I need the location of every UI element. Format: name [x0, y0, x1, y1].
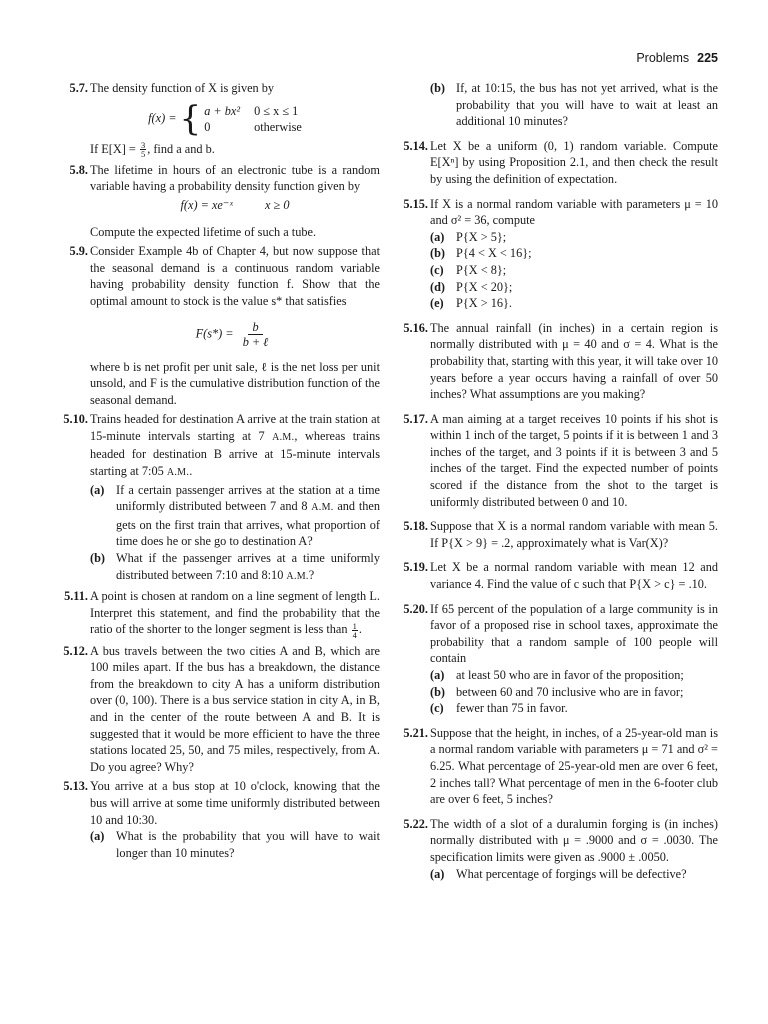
part-d	[430, 279, 718, 296]
left-brace: {	[179, 98, 202, 139]
part-text: between 60 and 70 inclusive who are in favor;	[456, 684, 684, 699]
problem-text: Let X be a normal random variable with mean 12 and variance 4. Find the value of c such that P{X > c} = .10.	[430, 560, 718, 592]
problem-number: 5.12.	[63, 643, 88, 658]
part-label: (e)	[430, 296, 444, 311]
part-text: What percentage of forgings will be defective?	[456, 866, 687, 881]
part-label: (b)	[430, 246, 446, 261]
optimal-stock-equation	[90, 320, 380, 349]
problem-text: Let X be a uniform (0, 1) random variable. Compute E[Xⁿ] by using Proposition 2.1, and then check the result by using the definition of expectation.	[430, 138, 718, 186]
problem-text: The lifetime in hours of an electronic tube is a random variable having a probability density function given by	[90, 162, 380, 194]
problem-number: 5.8.	[69, 162, 88, 177]
problem-5-21	[392, 725, 718, 808]
part-label: (d)	[430, 279, 446, 294]
part-b	[90, 550, 380, 585]
problem-number: 5.7.	[69, 81, 88, 95]
part-text: P{4 < X < 16};	[456, 246, 532, 261]
problem-number: 5.9.	[69, 244, 88, 259]
problem-text-continued: Compute the expected lifetime of such a tube.	[90, 224, 317, 239]
problem-text: Consider Example 4b of Chapter 4, but now suppose that the seasonal demand is a continuous random variable having probability density function f. Show that the optimal amount to stock is the value s* that satisfies	[90, 244, 380, 308]
problem-5-15	[392, 196, 718, 312]
equation-condition: x ≥ 0	[265, 197, 290, 212]
problem-5-22	[392, 816, 718, 882]
part-c	[430, 700, 718, 717]
time-suffix: A.M.	[286, 570, 309, 582]
problem-5-7	[52, 80, 380, 159]
part-a	[430, 229, 718, 246]
problem-number: 5.20.	[403, 601, 428, 616]
problem-number: 5.19.	[403, 560, 428, 575]
problem-text: The density function of X is given by	[90, 81, 275, 95]
part-label: (a)	[430, 668, 445, 682]
density-equation	[70, 98, 380, 139]
part-label: (c)	[430, 701, 444, 716]
piecewise-cases	[204, 103, 302, 135]
problem-5-13	[52, 778, 380, 861]
part-b	[430, 245, 718, 262]
part-text: at least 50 who are in favor of the proposition;	[456, 668, 684, 682]
case-1-expression: a + bx²	[204, 103, 241, 118]
problem-5-19	[392, 559, 718, 592]
problem-number: 5.22.	[403, 816, 428, 831]
part-label: (a)	[90, 829, 105, 844]
problem-text: If X is a normal random variable with parameters μ = 10 and σ² = 36, compute	[430, 196, 718, 228]
case-2-expression: 0	[204, 119, 211, 134]
part-label: (b)	[90, 551, 106, 566]
part-end: ?	[308, 567, 315, 582]
part-label: (a)	[90, 482, 105, 497]
part-text: P{X > 16}.	[456, 296, 512, 311]
problem-text: The annual rainfall (in inches) in a certain region is normally distributed with μ = 40 and σ = 4. What is the probability that, starting with this year, it will take over 10 years before a year occurs having a rainfall of over 50 inches? What assumptions are you making?	[430, 320, 718, 402]
page-header	[0, 50, 718, 67]
part-b	[430, 80, 718, 130]
problem-5-11	[52, 588, 380, 639]
condition-text: If E[X] =	[90, 141, 136, 156]
part-text: What is the probability that you will have to wait longer than 10 minutes?	[116, 829, 380, 860]
problem-text-continued: where b is net profit per unit sale, ℓ is the net loss per unit unsold, and F is the cumulative distribution function of the seasonal demand.	[90, 359, 380, 407]
time-suffix: A.M.	[311, 502, 334, 514]
part-label: (a)	[430, 229, 445, 244]
section-title: Problems	[636, 51, 690, 65]
time-suffix: A.M.	[166, 467, 190, 479]
condition-text-end: , find a and b.	[147, 141, 215, 156]
problem-text: Trains headed for destination A arrive at the train station at 15-minute intervals starting at 7	[90, 412, 380, 443]
equation-expression: f(x) = xe⁻ˣ	[180, 197, 233, 212]
problem-text: You arrive at a bus stop at 10 o'clock, knowing that the bus will arrive at some time uniformly distributed between 10 and 10:30.	[90, 779, 380, 827]
problem-number: 5.18.	[403, 519, 428, 534]
problem-text: A bus travels between the two cities A and B, which are 100 miles apart. If the bus has a breakdown, the distance from the breakdown to city A has a uniform distribution over (0, 100). There is a bus service station in city A, in B, and in the center of the route between A and B. It is suggested that it would be more efficient to have the three stations located 25, 50, and 75 miles, respectively, from A. Do you agree? Why?	[90, 643, 380, 774]
part-text: P{X > 5};	[456, 229, 507, 244]
period: .	[189, 464, 193, 479]
problem-number: 5.16.	[403, 320, 428, 335]
part-b	[430, 684, 718, 701]
problem-text: The width of a slot of a duralumin forging is (in inches) normally distributed with μ = .9000 and σ = .0030. The specification limits were given as .9000 ± .0050.	[430, 816, 718, 864]
problem-5-17	[392, 411, 718, 511]
part-text: P{X < 8};	[456, 262, 507, 277]
lifetime-equation	[90, 197, 380, 214]
problem-text: Suppose that X is a normal random variable with mean 5. If P{X > 9} = .2, approximately what is Var(X)?	[430, 519, 718, 550]
part-text: fewer than 75 in favor.	[456, 701, 568, 716]
fraction: $\frac{3}{5}$	[140, 139, 146, 160]
part-text: P{X < 20};	[456, 279, 513, 294]
part-a	[430, 667, 718, 684]
problem-number: 5.13.	[63, 779, 88, 794]
part-text: If, at 10:15, the bus has not yet arrived, what is the probability that you will have to wait at least an additional 10 minutes?	[456, 81, 718, 129]
problem-condition	[90, 141, 380, 159]
problem-text: If 65 percent of the population of a large community is in favor of a proposed rise in school taxes, approximate the probability that a random sample of 100 people will contain	[430, 601, 718, 666]
problem-5-8	[52, 162, 380, 240]
problem-number: 5.11.	[64, 589, 88, 604]
part-text-2: and then gets on the first train that arrives, what proportion of time does he or she go to destination A?	[116, 499, 380, 549]
period: .	[358, 622, 362, 637]
problem-5-10	[52, 411, 380, 585]
part-label: (b)	[430, 81, 446, 95]
right-column	[392, 80, 718, 885]
problem-text: A man aiming at a target receives 10 points if his shot is within 1 inch of the target, 5 points if it is between 1 and 3 inches of the target, and 3 points if it is between 3 and 5 inches of the target. Find the expected number of points scored if the distance from the shot to the target is uniformly distributed between 0 and 10.	[430, 411, 718, 509]
part-label: (c)	[430, 262, 444, 277]
problem-5-16	[392, 320, 718, 403]
left-column	[52, 80, 380, 864]
problem-number: 5.21.	[403, 725, 428, 740]
part-label: (b)	[430, 684, 446, 699]
part-a	[90, 828, 380, 861]
problem-5-13-continued	[392, 80, 718, 130]
part-text: If a certain passenger arrives at the station at a time uniformly distributed between 7 and 8	[116, 482, 380, 514]
case-1-condition: 0 ≤ x ≤ 1	[254, 103, 299, 118]
fraction: $\frac{b}{\text{b + ℓ}}$	[242, 319, 269, 349]
fraction: $\frac{1}{4}$	[352, 620, 357, 641]
problem-number: 5.10.	[63, 412, 88, 427]
equation-lhs: F(s*) =	[195, 325, 234, 340]
part-label: (a)	[430, 866, 445, 881]
problem-text: A point is chosen at random on a line segment of length L. Interpret this statement, and find the probability that the ratio of the shorter to the longer segment is less than	[90, 589, 380, 637]
problem-5-9	[52, 243, 380, 408]
part-c	[430, 262, 718, 279]
part-text: What if the passenger arrives at a time uniformly distributed between 7:10 and 8:10	[116, 551, 380, 582]
problem-number: 5.15.	[403, 196, 428, 211]
problem-5-18	[392, 518, 718, 551]
part-a	[90, 482, 380, 550]
problem-text: Suppose that the height, in inches, of a 25-year-old man is a normal random variable with parameters μ = 71 and σ² = 6.25. What percentage of 25-year-old men are over 6 feet, 2 inches tall? What percentage of men in the 6-footer club are over 6 feet, 5 inches?	[430, 725, 718, 807]
page-number: 225	[697, 51, 718, 65]
problem-5-12	[52, 643, 380, 776]
problem-number: 5.14.	[403, 138, 428, 153]
problem-5-20	[392, 601, 718, 717]
problem-text-2: , whereas trains headed for destination B arrive at 15-minute intervals starting at 7:05	[90, 428, 381, 479]
part-e	[430, 295, 718, 312]
part-a	[430, 866, 718, 883]
equation-lhs: f(x) =	[148, 111, 177, 126]
time-suffix: A.M.	[272, 431, 295, 443]
problem-number: 5.17.	[403, 411, 428, 426]
problem-5-14	[392, 138, 718, 188]
case-2-condition: otherwise	[254, 119, 302, 134]
